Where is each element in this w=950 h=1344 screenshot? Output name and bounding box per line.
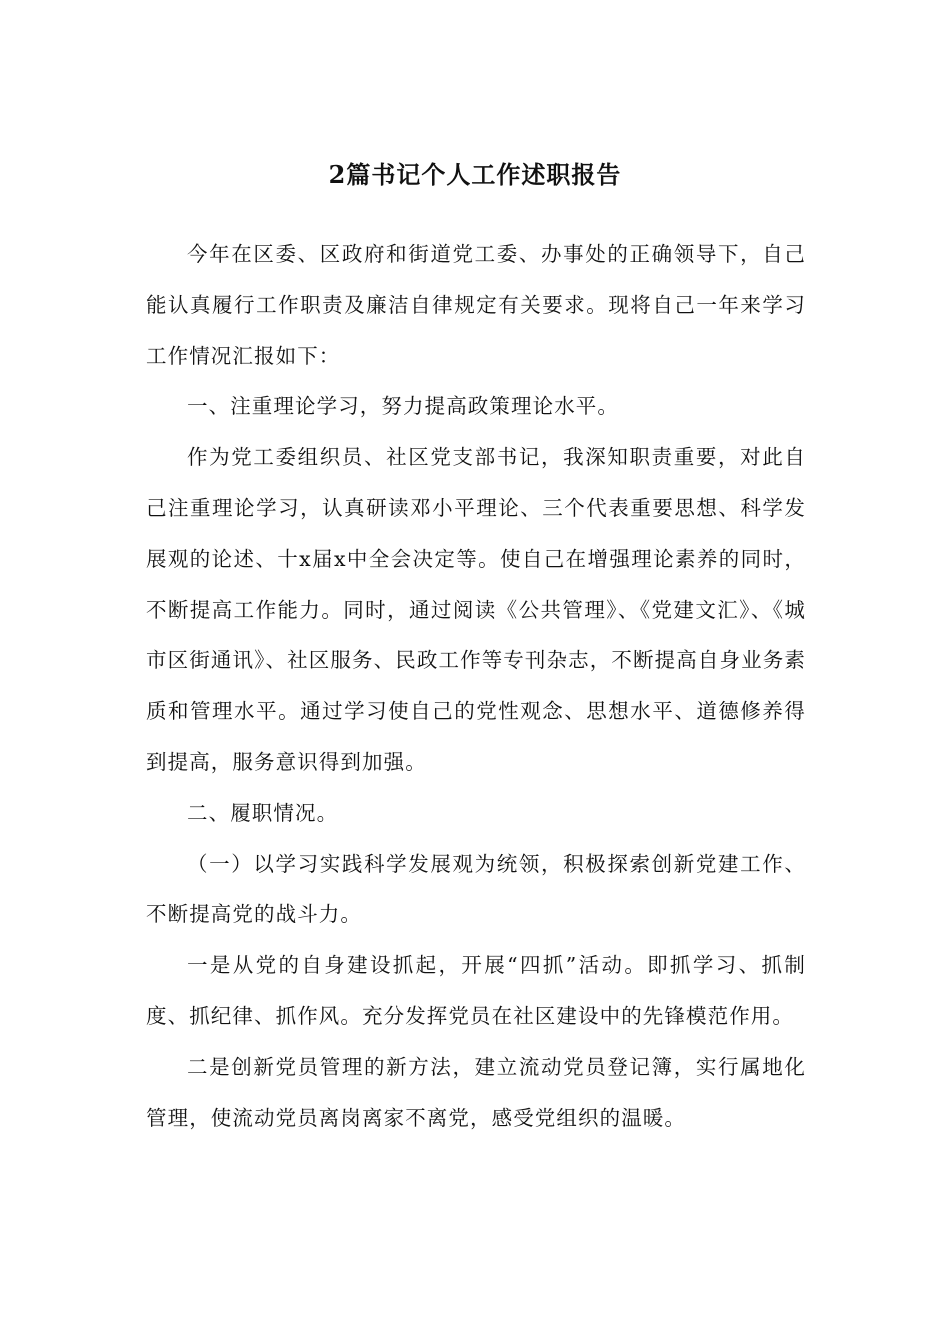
paragraph-four-grasps: 一是从党的自身建设抓起，开展“四抓”活动。即抓学习、抓制度、抓纪律、抓作风。充分发挥党员在社区建设中的先锋模范作用。 [146, 953, 806, 1028]
section-heading-theory-study: 一、注重理论学习，努力提高政策理论水平。 [187, 394, 619, 419]
document-title: 2篇书记个人工作述职报告 [328, 160, 622, 189]
paragraph-intro: 今年在区委、区政府和街道党工委、办事处的正确领导下，自己能认真履行工作职责及廉洁自律规定有关要求。现将自己一年来学习工作情况汇报如下： [146, 242, 806, 368]
paragraph-theory-study: 作为党工委组织员、社区党支部书记，我深知职责重要，对此自己注重理论学习，认真研读邓小平理论、三个代表重要思想、科学发展观的论述、十x届x中全会决定等。使自己在增强理论素养的同时，不断提高工作能力。同时，通过阅读《公共管理》、《党建文汇》、《城市区街通讯》、社区服务、民政工作等专刊杂志，不断提高自身业务素质和管理水平。通过学习使自己的党性观念、思想水平、道德修养得到提高，服务意识得到加强。 [146, 445, 806, 774]
document-body [146, 229, 806, 1143]
paragraph-member-management: 二是创新党员管理的新方法，建立流动党员登记簿，实行属地化管理，使流动党员离岗离家不离党，感受党组织的温暖。 [146, 1054, 806, 1130]
subsection-heading-party-building: （一）以学习实践科学发展观为统领，积极探索创新党建工作、不断提高党的战斗力。 [146, 851, 806, 927]
section-heading-duties: 二、履职情况。 [187, 800, 339, 825]
